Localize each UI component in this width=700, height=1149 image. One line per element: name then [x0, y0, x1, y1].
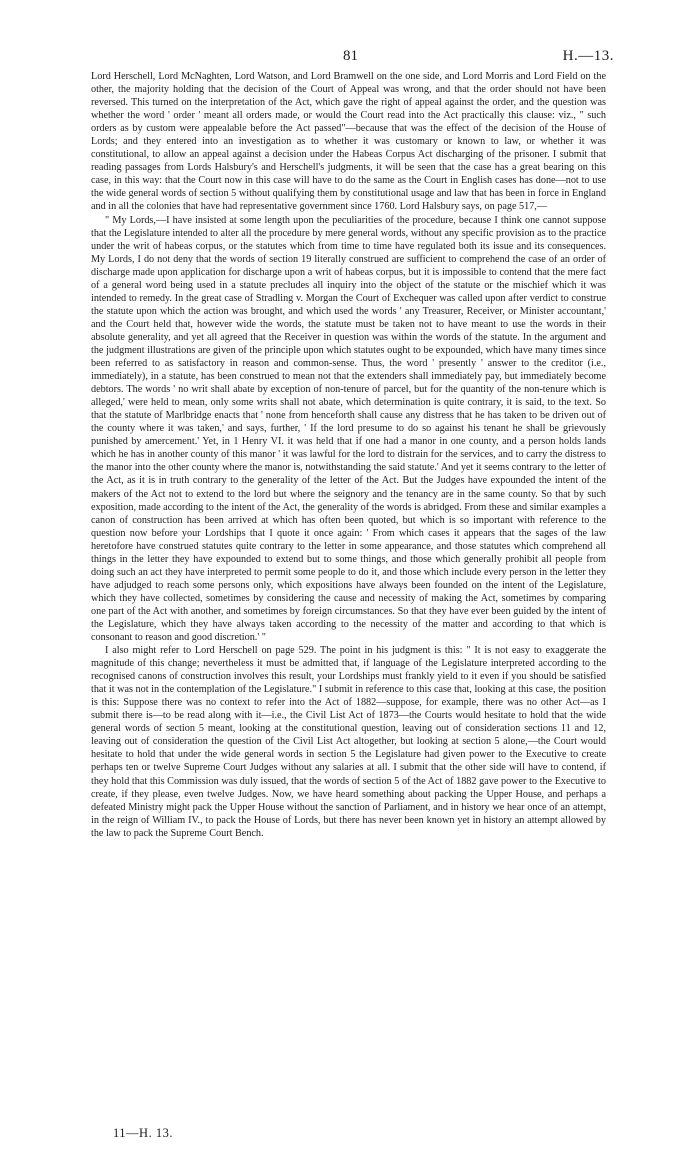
paragraph-quote: " My Lords,—I have insisted at some length upon the peculiarities of the procedure, because I think one cannot suppose that the Legislature intended to alter all the procedure by mere general words, without any specific provision as to the practice under the writ of habeas corpus, or the statutes which from time to time have regulated both its issue and its consequences. My Lords, I do not deny that the words of section 19 literally construed are sufficient to comprehend the case of an order of discharge made upon application for discharge upon a writ of habeas corpus, but it is impossible to contend that the mere fact of a general word being used in a statute precludes all inquiry into the object of the statute or the mischief which it was intended to remedy. In the great case of Stradling v. Morgan the Court of Exchequer was called upon after verdict to construe the statute upon which the action was brought, and which used the words ' any Treasurer, Receiver, or Minister accountant,' and the Court held that, however wide the words, the statute must be taken not to have meant to use the words in their absolute generality, and yet all agreed that the Receiver in question was within the words of the statute. In the argument and the judgment illustrations are given of the principle upon which statutes ought to be expounded, which have many times since been referred to as satisfactory in reason and common-sense. Thus, the word ' presently ' answer to the creditor (i.e., immediately), in a statute, has been construed to mean not that the extenders shall immediately pay, but immediately become debtors. The words ' no writ shall abate by exception of non-tenure of parcel, but for the quantity of the non-tenure which is alleged,' were held to mean, only some writs shall not abate, which determination is quite contrary, it is said, to the text. So that the statute of Marlbridge enacts that ' none from henceforth shall cause any distress that he has taken to be driven out of the county where it was taken,' and says, further, ' If the lord presume to do so against his tenant he shall be grievously punished by amercement.' Yet, in 1 Henry VI. it was held that if one had a manor in one county, and a person holds lands which he has in another county of this manor ' it was lawful for the lord to distrain for the services, and to carry the distress to the manor into the other county where the manor is, notwithstanding the said statute.' And yet it seems contrary to the letter of the Act, as it is in truth contrary to the generality of the letter of the Act. But the Judges have expounded the intent of the makers of the Act not to extend to the lord but where the seignory and the tenancy are in the same county. So that by such exposition, made according to the intent of the Act, the generality of the words is abridged. From these and similar examples a canon of construction has been arrived at which has often been quoted, but which is so important with reference to the question now before your Lordships that I quote it once again: ' From which cases it appears that the sages of the law heretofore have construed statutes quite contrary to the letter in some appearance, and those statutes which comprehend all things in the letter they have expounded to extend but to some things, and those which generally prohibit all people from doing such an act they have interpreted to permit some people to do it, and those which include every person in the letter they have adjudged to reach some persons only, which expositions have always been founded on the intent of the Legislature, which they have collected, sometimes by considering the cause and necessity of making the Act, sometimes by comparing one part of the Act with another, and sometimes by foreign circumstances. So that they have ever been guided by the intent of the Legislature, which they have always taken according to the necessity of the matter and according to that which is consonant to reason and good discretion.' "	[91, 214, 606, 644]
document-code: H.—13.	[562, 48, 614, 64]
document-body	[91, 70, 606, 840]
paragraph: I also might refer to Lord Herschell on page 529. The point in his judgment is this: " It is not easy to exaggerate the magnitude of this change; nevertheless it must be admitted that, if language of the Legislature interpreted according to the recognised canons of construction involves this result, your Lordships must frankly yield to it even if you should be satisfied that it was not in the contemplation of the Legislature." I submit in reference to this case that, looking at this case, the position is this: Suppose there was no context to refer into the Act of 1882—suppose, for example, there was no other Act—as I submit there is—to be read along with it—i.e., the Civil List Act of 1873—the Courts would hesitate to hold that the wide general words of section 5 meant, looking at the constitutional question, leaving out of consideration sections 11 and 12, leaving out of consideration the question of the Civil List Act altogether, but looking at section 5 alone,—the Court would hesitate to hold that under the wide general words in section 5 the Legislature had given power to the Executive to create perhaps ten or twelve Supreme Court Judges without any salaries at all. I submit that the other side will have to contend, if they hold that this Commission was duly issued, that the words of section 5 of the Act of 1882 gave power to the Executive to create, if they please, even twelve Judges. Now, we have heard something about packing the Upper House, and perhaps a defeated Ministry might pack the Upper House without the sanction of Parliament, and in history we hear once of an attempt, in the reign of William IV., to pack the House of Lords, but there has never been known yet in history an attempt allowed by the law to pack the Supreme Court Bench.	[91, 645, 606, 839]
document-page	[91, 0, 614, 840]
paragraph: Lord Herschell, Lord McNaghten, Lord Watson, and Lord Bramwell on the one side, and Lord Morris and Lord Field on the other, the majority holding that the decision of the Court of Appeal was wrong, and that the order should not have been reversed. This turned on the interpretation of the Act, which gave the right of appeal against the order, and the question was whether the word ' order ' meant all orders made, or would the Court read into the Act practically this clause: viz., " such orders as by custom were appealable before the Act passed"—because that was the effect of the decision of the House of Lords; and they entered into an investigation as to whether it was customary or known to law, or whether it was constitutional, to allow an appeal against a decision under the Habeas Corpus Act discharging of the prisoner. I submit that reading passages from Lords Halsbury's and Herschell's judgments, it will be seen that the case has a great bearing on this case, in this way: that the Court now in this case will have to do the same as the Court in English cases has done—not to use the wide general words of section 5 without qualifying them by constitutional usage and law that has been in force in England and in all the colonies that have had representative government since 1760. Lord Halsbury says, on page 517,—	[91, 71, 606, 213]
page-header	[91, 0, 614, 70]
page-number: 81	[343, 48, 358, 64]
signature-code: 11—H. 13.	[113, 1126, 173, 1140]
